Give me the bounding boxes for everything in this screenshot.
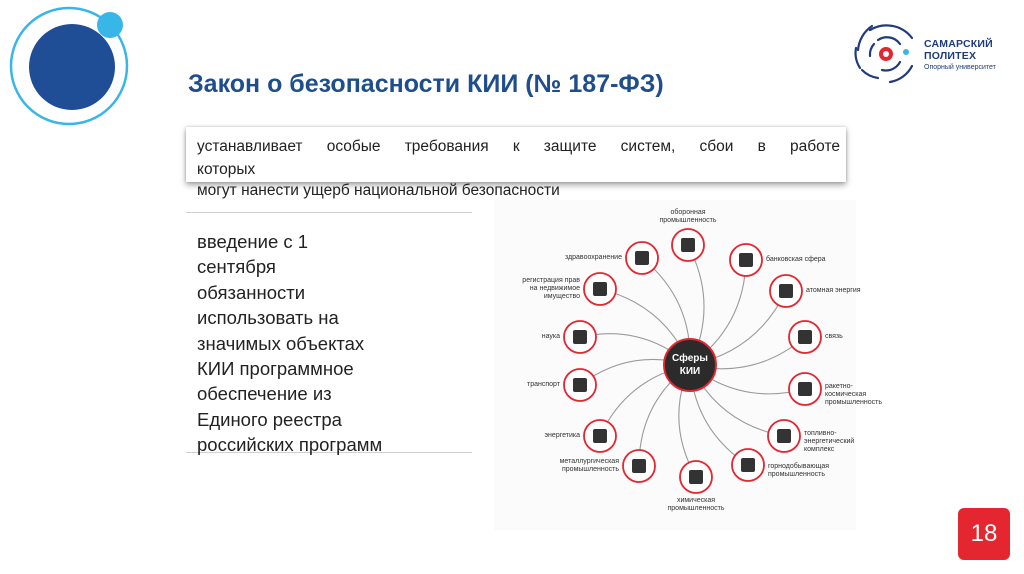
money-bag-icon [739,253,753,267]
body-text [197,229,437,458]
page-number-badge: 18 [958,508,1010,560]
building-icon [593,282,607,296]
metallurgy-icon [632,459,646,473]
node-label: металлургическая промышленность [559,458,619,473]
flask-icon [689,470,703,484]
node-label: химическая промышленность [667,497,725,512]
tank-icon [681,238,695,252]
node-label: регистрация прав на недвижимое имущество [522,277,580,300]
logo-line2: ПОЛИТЕХ [924,50,977,62]
node-label: транспорт [527,381,560,388]
node-label: топливно- энергетический комплекс [804,430,855,453]
oil-pump-icon [777,429,791,443]
node-label: оборонная промышленность [659,209,717,224]
accent-dot [97,12,123,38]
body-line: КИИ программное [197,358,354,380]
page-title: Закон о безопасности КИИ (№ 187-ФЗ) [188,70,664,98]
power-tower-icon [593,429,607,443]
banner-line2: которых [197,161,256,178]
logo-line1: САМАРСКИЙ [924,38,993,50]
logo-subtitle: Опорный университет [924,64,996,71]
antenna-icon [798,330,812,344]
logo-emblem [850,18,922,88]
divider-top [186,212,472,213]
hub-label: Сферы КИИ [672,353,708,377]
inner-disc [29,24,115,110]
graduation-cap-icon [573,330,587,344]
banner-line3: могут нанести ущерб национальной безопасности [197,182,560,199]
body-line: обязанности [197,281,306,303]
transport-icon [573,378,587,392]
node-label: наука [541,333,560,340]
rocket-icon [798,382,812,396]
excavator-icon [741,458,755,472]
medical-cross-icon [635,251,649,265]
node-label: энергетика [544,432,580,439]
body-line: сентября [197,256,276,278]
kii-spheres-diagram [494,200,882,530]
node-label: связь [825,333,843,340]
body-line: значимых объектах [197,332,365,354]
node-label: банковская сфера [766,256,826,263]
node-label: атомная энергия [806,287,861,294]
body-line: введение с 1 [197,231,309,252]
logo-text [924,38,993,62]
decorative-circles [0,0,140,140]
banner-line1: устанавливает особые требования к защите систем, сбои в работе [197,138,840,155]
body-line: российских программ [197,434,383,456]
body-line: обеспечение из [197,383,332,405]
node-label: ракетно- космическая промышленность [825,383,882,406]
body-line: Единого реестра [197,408,342,430]
node-label: горнодобывающая промышленность [768,463,830,478]
node-label: здравоохранение [565,254,622,261]
atom-icon [779,284,793,298]
body-line: использовать на [197,307,339,329]
